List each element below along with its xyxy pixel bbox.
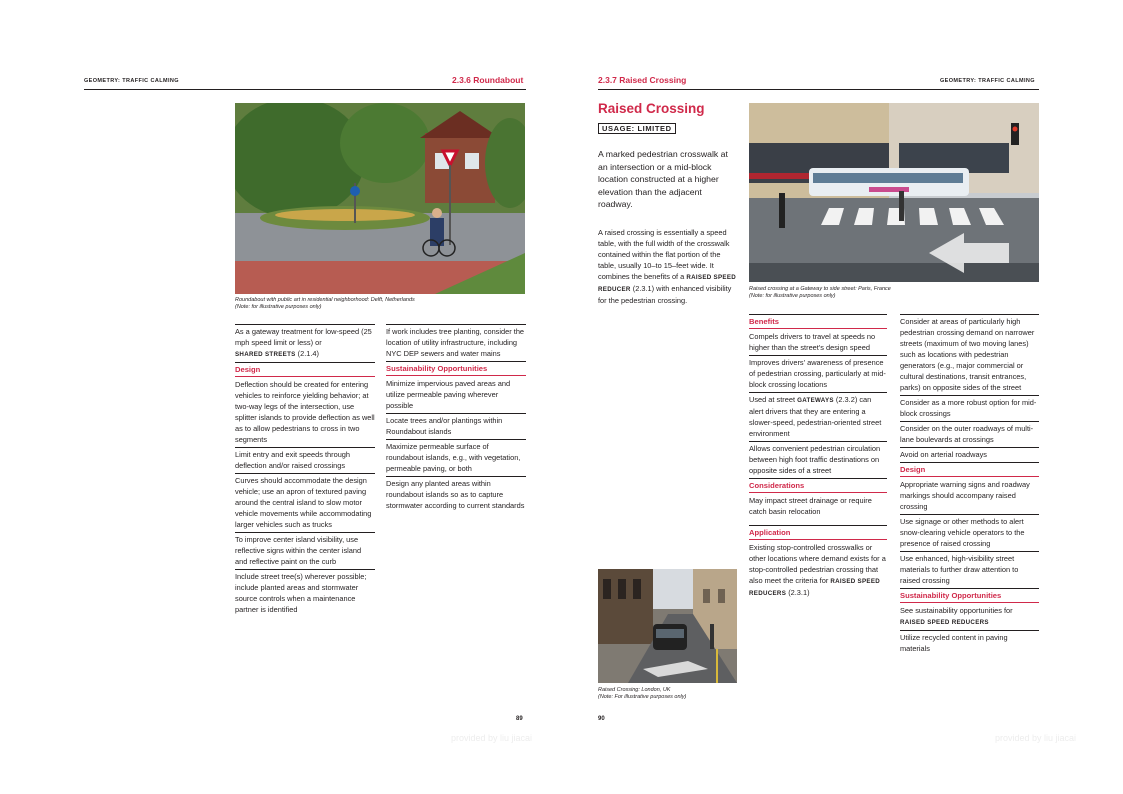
design-item: Include street tree(s) wherever possible; include planted areas and stormwater source controls when a maintenance partner is identified [235,569,375,617]
design-item: Deflection should be created for entering vehicles to reinforce yielding behavior; at two-way legs of the intersection, use splitter islands to provide deflection as well as to allow pedestrians to cross in two segments [235,380,375,444]
design-item: To improve center island visibility, use reflective signs within the center island and reflective paint on the curb [235,532,375,569]
benefit-item: Compels drivers to travel at speeds no higher than the street's design speed [749,332,876,352]
running-header-section-right: GEOMETRY: TRAFFIC CALMING [940,78,1035,84]
design-item-right: Use enhanced, high-visibility street materials to further draw attention to raised crossing [900,551,1039,588]
design-item: Limit entry and exit speeds through deflection and/or raised crossings [235,447,375,473]
sustainability-item: Design any planted areas within roundabout islands so as to capture stormwater according to current standards [386,476,526,513]
design-item-right: Use signage or other methods to alert snow-clearing vehicle operators to the presence of raised crossing [900,514,1039,551]
sustainability-text: See sustainability opportunities for [900,606,1013,615]
design-heading-right: Design [900,462,1039,477]
roundabout-photo-caption: Roundabout with public art in residential neighborhood: Delft, Netherlands [235,297,415,303]
roundabout-photo-note: (Note: for illustrative purposes only) [235,304,322,310]
benefit-item-gateways [749,392,887,441]
paris-photo-note: (Note: for illustrative purposes only) [749,293,836,299]
design-heading: Design [235,362,375,377]
gateway-intro-text: As a gateway treatment for low-speed (25 mph speed limit or less) or [235,327,372,347]
tree-planting-item: If work includes tree planting, consider the location of utility infrastructure, including NYC DEP sewers and water mains [386,324,526,361]
consideration-item: May impact street drainage or require catch basin relocation [749,496,872,516]
header-rule [84,89,526,90]
sustainability-ref: RAISED SPEED REDUCERS [900,619,989,626]
sustainability-item: Minimize impervious paved areas and utilize permeable paving wherever possible [386,379,511,410]
raised-speed-reducer-ref: RAISED SPEED REDUCER [598,274,737,293]
considerations-heading: Considerations [749,478,887,493]
benefit-item: Improves drivers' awareness of presence of pedestrian crossing, particularly at mid-block crossing locations [749,355,887,392]
consider-item: Avoid on arterial roadways [900,447,1039,462]
london-photo-caption: Raised Crossing: London, UK [598,687,671,693]
gateway-text-b: (2.3.2) can alert drivers that they are entering a slower-speed, pedestrian-oriented street environment [749,395,882,438]
sustainability-item: Maximize permeable surface of roundabout islands, e.g., with vegetation, permeable paving, or both [386,439,526,476]
benefit-item: Allows convenient pedestrian circulation between high foot traffic destinations on opposite sides of a street [749,441,887,478]
benefits-heading: Benefits [749,314,887,329]
gateway-text-a: Used at street [749,395,796,404]
london-photo-note: (Note: For illustrative purposes only) [598,694,687,700]
sustainability-heading: Sustainability Opportunities [386,361,526,376]
raised-crossing-column-2 [900,314,1039,656]
header-rule-right [598,89,1039,90]
gateway-intro-item [235,324,375,362]
gateways-ref: GATEWAYS [797,397,834,404]
sustainability-heading-right: Sustainability Opportunities [900,588,1039,603]
application-heading: Application [749,525,887,540]
sustainability-item-right: Utilize recycled content in paving materials [900,630,1039,656]
raised-speed-reducers-ref: RAISED SPEED REDUCERS [749,578,881,597]
body-text-b: (2.3.1) with enhanced visibility for the pedestrian crossing. [598,284,732,305]
application-item [749,541,887,601]
usage-badge: USAGE: LIMITED [598,123,676,134]
page-number-right: 90 [598,716,605,722]
body-paragraph [598,227,738,306]
design-item-right: Appropriate warning signs and roadway markings should accompany raised crossing [900,480,1030,511]
paris-photo-caption: Raised crossing at a Gateway to side street: Paris, France [749,286,891,292]
running-header-section: GEOMETRY: TRAFFIC CALMING [84,78,179,84]
watermark-right: provided by liu jiacai [995,733,1077,743]
raised-crossing-column-1 [749,314,887,601]
application-ref-num: (2.3.1) [788,588,810,597]
consider-item: Consider at areas of particularly high pedestrian crossing demand on narrower streets (maximum of two moving lanes) such as locations with pedestrian generators (e.g., major commercial or cultural destinations, transit entrances, parks) on opposite sides of the street [900,314,1039,395]
shared-streets-ref-num: (2.1.4) [295,349,320,358]
sustainability-item: Locate trees and/or plantings within Roundabout islands [386,413,526,439]
shared-streets-ref: SHARED STREETS [235,351,296,358]
running-header-title: 2.3.6 Roundabout [452,75,524,85]
consider-item: Consider on the outer roadways of multi-lane boulevards at crossings [900,421,1039,447]
sustainability-item-right [900,604,1039,630]
consider-item: Consider as a more robust option for mid-block crossings [900,395,1039,421]
roundabout-column-1 [235,324,375,617]
london-crossing-photo [598,569,737,683]
design-item: Curves should accommodate the design vehicle; use an apron of textured paving around the central island to slow motor vehicle movements while accommodating larger vehicles such as trucks [235,473,375,532]
page-number-left: 89 [516,716,523,722]
body-text-a: A raised crossing is essentially a speed table, with the full width of the crosswalk contained within the flat portion of the table, usually 10–to 15–feet wide. It combines the benefits of a [598,228,730,281]
lead-paragraph: A marked pedestrian crosswalk at an intersection or a mid-block location constructed at a higher elevation than the adjacent roadway. [598,149,728,209]
running-header-title-right: 2.3.7 Raised Crossing [598,75,687,85]
watermark-left: provided by liu jiacai [451,733,533,743]
roundabout-column-2 [386,324,526,513]
paris-crossing-photo [749,103,1039,282]
roundabout-photo [235,103,525,294]
application-text: Existing stop-controlled crosswalks or other locations where demand exists for a stop-controlled pedestrian crossing that also meet the criteria for [749,543,886,585]
page-title: Raised Crossing [598,101,705,116]
